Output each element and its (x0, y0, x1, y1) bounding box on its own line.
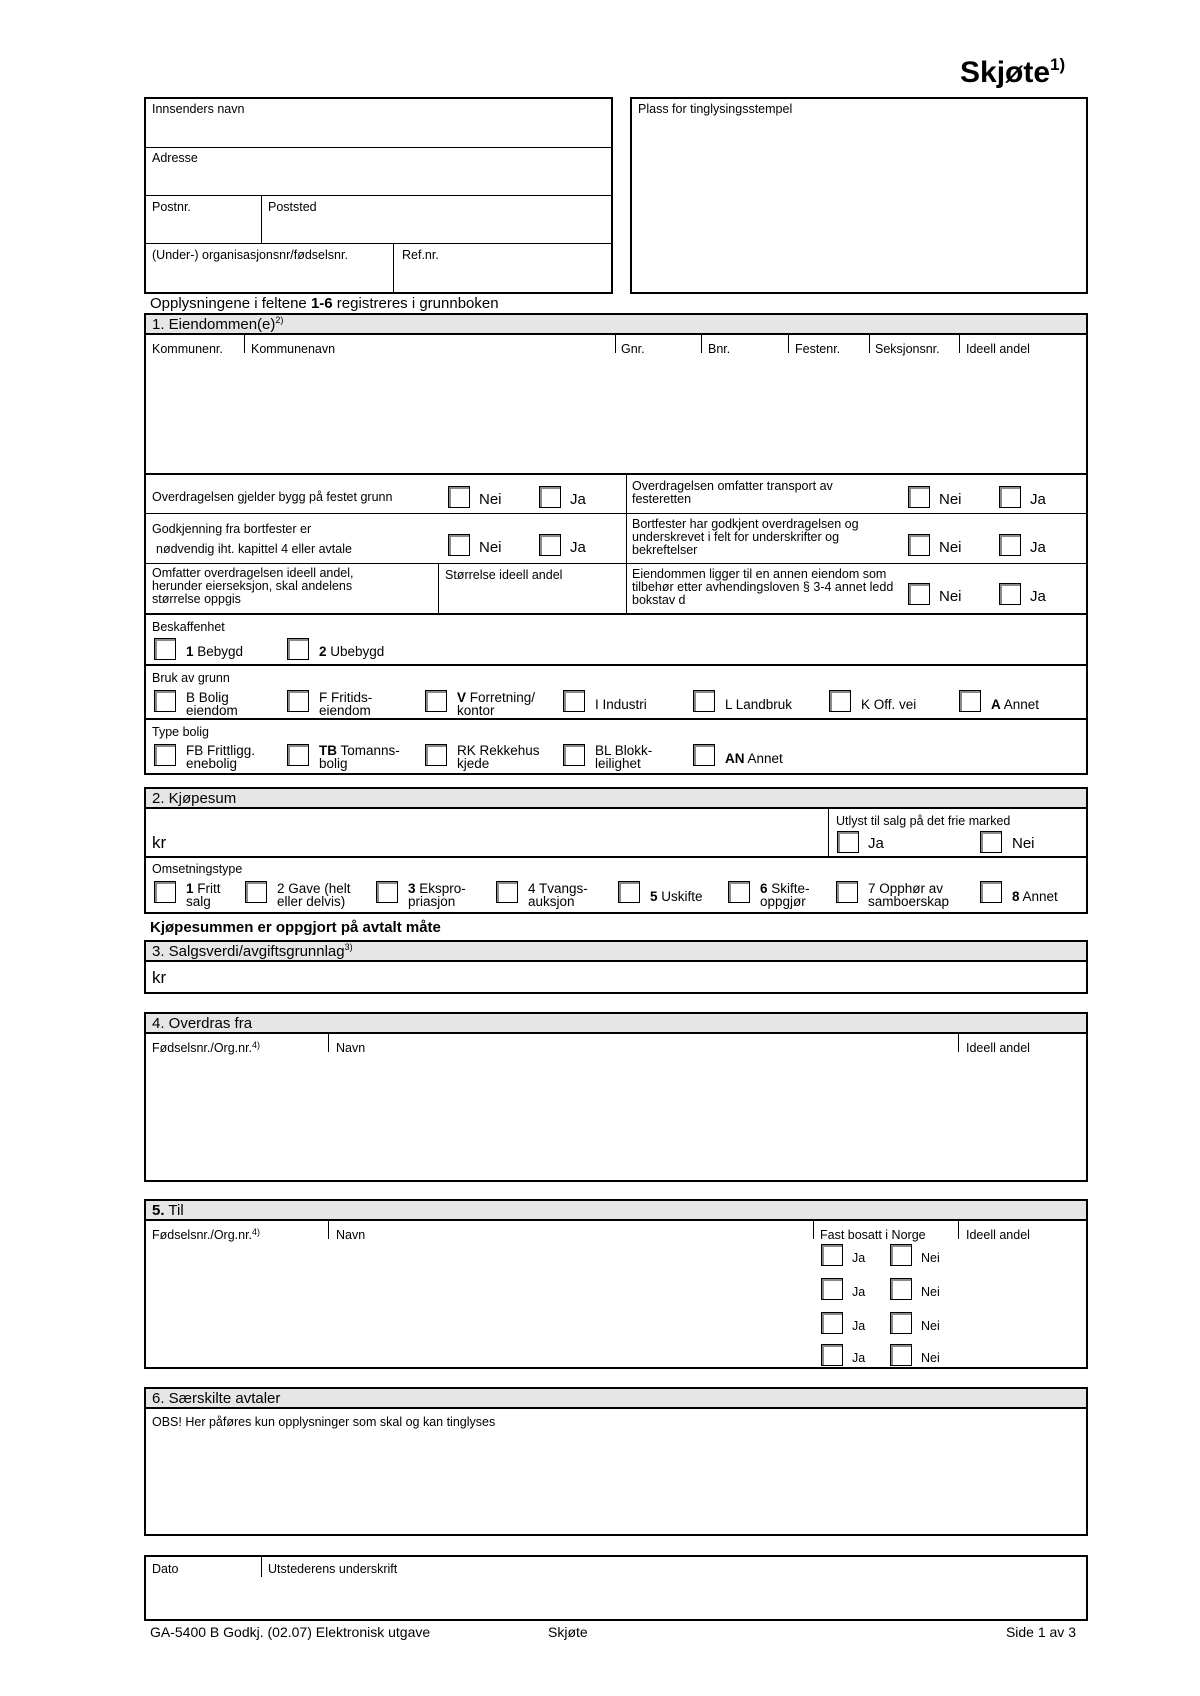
section-2-purchase-price (144, 787, 1088, 914)
col-bnr: Bnr. (708, 342, 731, 356)
notice-pre: Opplysningene i feltene (150, 295, 311, 312)
q1-ja-checkbox[interactable] (539, 486, 561, 508)
type-bolig-label: Type bolig (152, 725, 209, 739)
bruk-forretning-label (457, 691, 535, 717)
col-kommunenavn: Kommunenavn (251, 342, 336, 356)
bruk-offvei-checkbox[interactable] (829, 690, 851, 712)
section-4-overdras-fra (144, 1012, 1088, 1182)
oms-tvangsauksjon-label: 4 Tvangs- auksjon (528, 881, 588, 909)
q6-ja-label: Ja (1030, 588, 1046, 605)
type-blokk-label: BL Blokk- leilighet (595, 743, 653, 771)
ubebygd-label (319, 644, 384, 660)
oms-gave-checkbox[interactable] (245, 881, 267, 903)
bruk-fritid-label: F Fritids- eiendom (319, 690, 373, 718)
type-blokk-checkbox[interactable] (563, 744, 585, 766)
q-godkjenning-1: Godkjenning fra bortfester er (152, 522, 312, 536)
kjopesum-oppgjort-note: Kjøpesummen er oppgjort på avtalt måte (150, 919, 441, 936)
divider (393, 243, 394, 294)
section-4-title: 4. Overdras fra (152, 1015, 253, 1032)
divider (146, 718, 1086, 720)
oms-ekspropriasjon-checkbox[interactable] (376, 881, 398, 903)
s4-col-fnr (152, 1041, 260, 1055)
bosatt-row2-nei-checkbox[interactable] (890, 1278, 912, 1300)
oms-tvangsauksjon-checkbox[interactable] (496, 881, 518, 903)
q2-nei-checkbox[interactable] (908, 486, 930, 508)
oms-uskifte-checkbox[interactable] (618, 881, 640, 903)
org-label: (Under-) organisasjonsnr/fødselsnr. (152, 248, 348, 262)
bruk-annet-code: A (991, 697, 1001, 712)
q4-ja-label: Ja (1030, 539, 1046, 556)
oms-skifteoppgjor-text: Skifte- oppgjør (760, 881, 810, 909)
divider (328, 1221, 329, 1239)
divider (788, 335, 789, 353)
section-1-title-text: 1. Eiendommen(e) (152, 316, 276, 333)
bruk-forretning-code: V (457, 690, 467, 705)
q2-ja-checkbox[interactable] (999, 486, 1021, 508)
ubebygd-text: Ubebygd (326, 644, 385, 659)
s5-col-navn: Navn (336, 1228, 366, 1242)
storrelse-ideell-andel-label: Størrelse ideell andel (445, 568, 563, 582)
divider (828, 809, 829, 857)
bosatt-row3-ja-checkbox[interactable] (821, 1312, 843, 1334)
bruk-landbruk-checkbox[interactable] (693, 690, 715, 712)
oms-fritt-salg-code: 1 (186, 881, 194, 896)
stamp-box (630, 97, 1088, 294)
type-tomanns-code: TB (319, 743, 337, 758)
section-1-property (144, 313, 1088, 775)
oms-ekspropriasjon-code: 3 (408, 881, 416, 896)
section-3-title (152, 943, 353, 961)
divider (959, 335, 960, 353)
bebygd-code: 1 (186, 644, 194, 659)
bosatt-row3-ja-label: Ja (852, 1319, 866, 1333)
bosatt-row3-nei-label: Nei (921, 1319, 940, 1333)
divider (146, 473, 1086, 475)
title-text: Skjøte (960, 56, 1051, 89)
ref-label: Ref.nr. (402, 248, 439, 262)
ubebygd-checkbox[interactable] (287, 638, 309, 660)
q-bortfester-godkjent: Bortfester har godkjent overdragelsen og underskrevet i felt for underskrifter og bekreftelser (632, 517, 859, 557)
q-bygg-festet-grunn: Overdragelsen gjelder bygg på festet grunn (152, 490, 393, 504)
type-rekkehus-label: RK Rekkehus kjede (457, 743, 540, 771)
bruk-industri-label: I Industri (595, 697, 647, 712)
oms-annet-code: 8 (1012, 889, 1020, 904)
divider (146, 243, 611, 244)
section-3-salgsverdi (144, 940, 1088, 994)
q2-ja-label: Ja (1030, 491, 1046, 508)
bruk-offvei-label: K Off. vei (861, 697, 917, 712)
bosatt-row3-nei-checkbox[interactable] (890, 1312, 912, 1334)
bosatt-row1-nei-label: Nei (921, 1251, 940, 1265)
type-rekkehus-checkbox[interactable] (425, 744, 447, 766)
oms-gave-label: 2 Gave (helt eller delvis) (277, 881, 351, 909)
q2-nei-label: Nei (939, 491, 962, 508)
beskaffenhet-label: Beskaffenhet (152, 620, 225, 634)
section-header-bar (146, 1389, 1086, 1409)
bruk-av-grunn-label: Bruk av grunn (152, 671, 230, 685)
col-seksjonsnr: Seksjonsnr. (875, 342, 940, 356)
q3-ja-label: Ja (570, 539, 586, 556)
kjopesum-kr: kr (152, 833, 167, 852)
divider (146, 513, 1086, 514)
s5-col-fnr (152, 1228, 260, 1242)
bruk-fritid-checkbox[interactable] (287, 690, 309, 712)
q3-nei-label: Nei (479, 539, 502, 556)
bruk-forretning-checkbox[interactable] (425, 690, 447, 712)
s4-col-ideell: Ideell andel (966, 1041, 1030, 1055)
bosatt-row4-ja-label: Ja (852, 1351, 866, 1365)
oms-samboerskap-checkbox[interactable] (836, 881, 858, 903)
bosatt-row1-ja-label: Ja (852, 1251, 866, 1265)
section-3-title-text: 3. Salgsverdi/avgiftsgrunnlag (152, 943, 345, 960)
s4-col-navn: Navn (336, 1041, 366, 1055)
bruk-forretning-text: Forretning/ kontor (457, 690, 536, 718)
col-gnr: Gnr. (621, 342, 645, 356)
oms-ekspropriasjon-text: Ekspro- priasjon (408, 881, 466, 909)
divider (261, 1557, 262, 1577)
section-5-til (144, 1199, 1088, 1369)
divider (626, 475, 627, 613)
q-transport-festeretten: Overdragelsen omfatter transport av festeretten (632, 479, 833, 506)
s5-col-ideell: Ideell andel (966, 1228, 1030, 1242)
col-kommunenr: Kommunenr. (152, 342, 223, 356)
divider (813, 1221, 814, 1239)
bruk-bolig-label: B Bolig eiendom (186, 690, 238, 718)
bruk-bolig-checkbox[interactable] (154, 690, 176, 712)
utlyst-label: Utlyst til salg på det frie marked (836, 814, 1011, 828)
footer-form-code: GA-5400 B Godkj. (02.07) Elektronisk utgave (150, 1624, 431, 1640)
s5-col-bosatt: Fast bosatt i Norge (820, 1228, 926, 1242)
sender-name-label: Innsenders navn (152, 102, 245, 116)
section-5-title (152, 1202, 184, 1220)
q4-nei-label: Nei (939, 539, 962, 556)
sender-box (144, 97, 613, 294)
divider (146, 195, 611, 196)
bosatt-row1-ja-checkbox[interactable] (821, 1244, 843, 1266)
type-annet-text: Annet (744, 751, 783, 766)
stamp-label: Plass for tinglysingsstempel (638, 102, 793, 116)
bosatt-row2-nei-label: Nei (921, 1285, 940, 1299)
section-header-bar (146, 315, 1086, 335)
footer-page-number: Side 1 av 3 (1005, 1624, 1076, 1640)
bebygd-label (186, 644, 243, 660)
type-tomanns-label (319, 744, 400, 770)
s4-col-fnr-text: Fødselsnr./Org.nr. (152, 1041, 253, 1055)
divider (438, 563, 439, 613)
bosatt-row4-ja-checkbox[interactable] (821, 1344, 843, 1366)
oms-annet-text: Annet (1019, 889, 1058, 904)
bosatt-row1-nei-checkbox[interactable] (890, 1244, 912, 1266)
bosatt-row2-ja-label: Ja (852, 1285, 866, 1299)
q6-ja-checkbox[interactable] (999, 583, 1021, 605)
signature-box (144, 1555, 1088, 1621)
q1-nei-label: Nei (479, 491, 502, 508)
divider (244, 335, 245, 353)
oms-samboerskap-label: 7 Opphør av samboerskap (868, 881, 950, 909)
oms-uskifte-code: 5 (650, 889, 658, 904)
footer-form-name: Skjøte (548, 1624, 588, 1640)
form-title (960, 56, 1065, 90)
oms-skifteoppgjor-checkbox[interactable] (728, 881, 750, 903)
type-tomanns-text: Tomanns- bolig (319, 743, 400, 771)
bruk-industri-checkbox[interactable] (563, 690, 585, 712)
notice-bold: 1-6 (310, 295, 333, 312)
divider (146, 147, 611, 148)
section-header-bar (146, 1201, 1086, 1221)
section-header-bar (146, 789, 1086, 809)
sender-address-label: Adresse (152, 151, 198, 165)
divider (146, 613, 1086, 615)
oms-fritt-salg-checkbox[interactable] (154, 881, 176, 903)
utlyst-nei-checkbox[interactable] (980, 831, 1002, 853)
oms-skifteoppgjor-code: 6 (760, 881, 768, 896)
q-tilbehor: Eiendommen ligger til en annen eiendom som tilbehør etter avhendingsloven § 3-4 annet ledd bokstav d (632, 567, 894, 607)
section-6-saerskilte-avtaler (144, 1387, 1088, 1536)
divider (958, 1221, 959, 1239)
utlyst-ja-checkbox[interactable] (837, 831, 859, 853)
dato-label: Dato (152, 1562, 179, 1576)
divider (261, 195, 262, 243)
title-sup: 1) (1050, 55, 1066, 74)
obs-note: OBS! Her påføres kun opplysninger som skal og kan tinglyses (152, 1415, 496, 1429)
notice-post: registreres i grunnboken (332, 295, 499, 312)
oms-uskifte-label (650, 889, 703, 905)
oms-fritt-salg-label (186, 882, 221, 908)
section-6-title: 6. Særskilte avtaler (152, 1390, 281, 1407)
s5-col-fnr-sup: 4) (252, 1227, 261, 1237)
poststed-label: Poststed (268, 200, 317, 214)
s4-col-fnr-sup: 4) (252, 1040, 261, 1050)
oms-annet-checkbox[interactable] (980, 881, 1002, 903)
oms-skifteoppgjor-label (760, 882, 810, 908)
divider (701, 335, 702, 353)
divider (146, 856, 1086, 858)
type-annet-label (725, 751, 783, 767)
bebygd-checkbox[interactable] (154, 638, 176, 660)
bruk-annet-label (991, 697, 1039, 713)
oms-fritt-salg-text: Fritt salg (186, 881, 221, 909)
oms-annet-label (1012, 889, 1058, 905)
q1-nei-checkbox[interactable] (448, 486, 470, 508)
q6-nei-label: Nei (939, 588, 962, 605)
type-annet-code: AN (725, 751, 745, 766)
omsetningstype-label: Omsetningstype (152, 862, 243, 876)
col-ideell-andel: Ideell andel (966, 342, 1030, 356)
divider (958, 1034, 959, 1052)
divider (615, 335, 616, 353)
section-1-title (152, 316, 283, 334)
oms-ekspropriasjon-label (408, 882, 466, 908)
bosatt-row2-ja-checkbox[interactable] (821, 1278, 843, 1300)
registry-notice (150, 295, 499, 313)
s5-col-fnr-text: Fødselsnr./Org.nr. (152, 1228, 253, 1242)
q-godkjenning-2: nødvendig iht. kapittel 4 eller avtale (156, 542, 352, 556)
divider (146, 664, 1086, 666)
ubebygd-code: 2 (319, 644, 327, 659)
section-5-text: Til (164, 1202, 184, 1219)
type-annet-checkbox[interactable] (693, 744, 715, 766)
section-1-sup: 2) (275, 315, 284, 325)
q3-nei-checkbox[interactable] (448, 534, 470, 556)
utlyst-nei-label: Nei (1012, 835, 1035, 852)
bebygd-text: Bebygd (193, 644, 244, 659)
postnr-label: Postnr. (152, 200, 191, 214)
salgsverdi-kr: kr (152, 968, 167, 987)
divider (146, 563, 1086, 564)
underskrift-label: Utstederens underskrift (268, 1562, 398, 1576)
divider (869, 335, 870, 353)
bruk-landbruk-label: L Landbruk (725, 697, 793, 712)
bosatt-row4-nei-label: Nei (921, 1351, 940, 1365)
q3-ja-checkbox[interactable] (539, 534, 561, 556)
type-tomanns-checkbox[interactable] (287, 744, 309, 766)
q-ideell-andel: Omfatter overdragelsen ideell andel, herunder eierseksjon, skal andelens størrelse oppgis (152, 566, 354, 606)
utlyst-ja-label: Ja (868, 835, 884, 852)
bosatt-row4-nei-checkbox[interactable] (890, 1344, 912, 1366)
q4-nei-checkbox[interactable] (908, 534, 930, 556)
section-2-title: 2. Kjøpesum (152, 790, 237, 807)
oms-uskifte-text: Uskifte (657, 889, 703, 904)
q4-ja-checkbox[interactable] (999, 534, 1021, 556)
section-3-sup: 3) (344, 942, 353, 952)
col-festenr: Festenr. (795, 342, 841, 356)
type-frittligg-checkbox[interactable] (154, 744, 176, 766)
bruk-annet-text: Annet (1000, 697, 1040, 712)
section-5-code: 5. (152, 1202, 165, 1219)
section-header-bar (146, 1014, 1086, 1034)
q6-nei-checkbox[interactable] (908, 583, 930, 605)
type-frittligg-label: FB Frittligg. enebolig (186, 743, 256, 771)
bruk-annet-checkbox[interactable] (959, 690, 981, 712)
q1-ja-label: Ja (570, 491, 586, 508)
divider (328, 1034, 329, 1052)
